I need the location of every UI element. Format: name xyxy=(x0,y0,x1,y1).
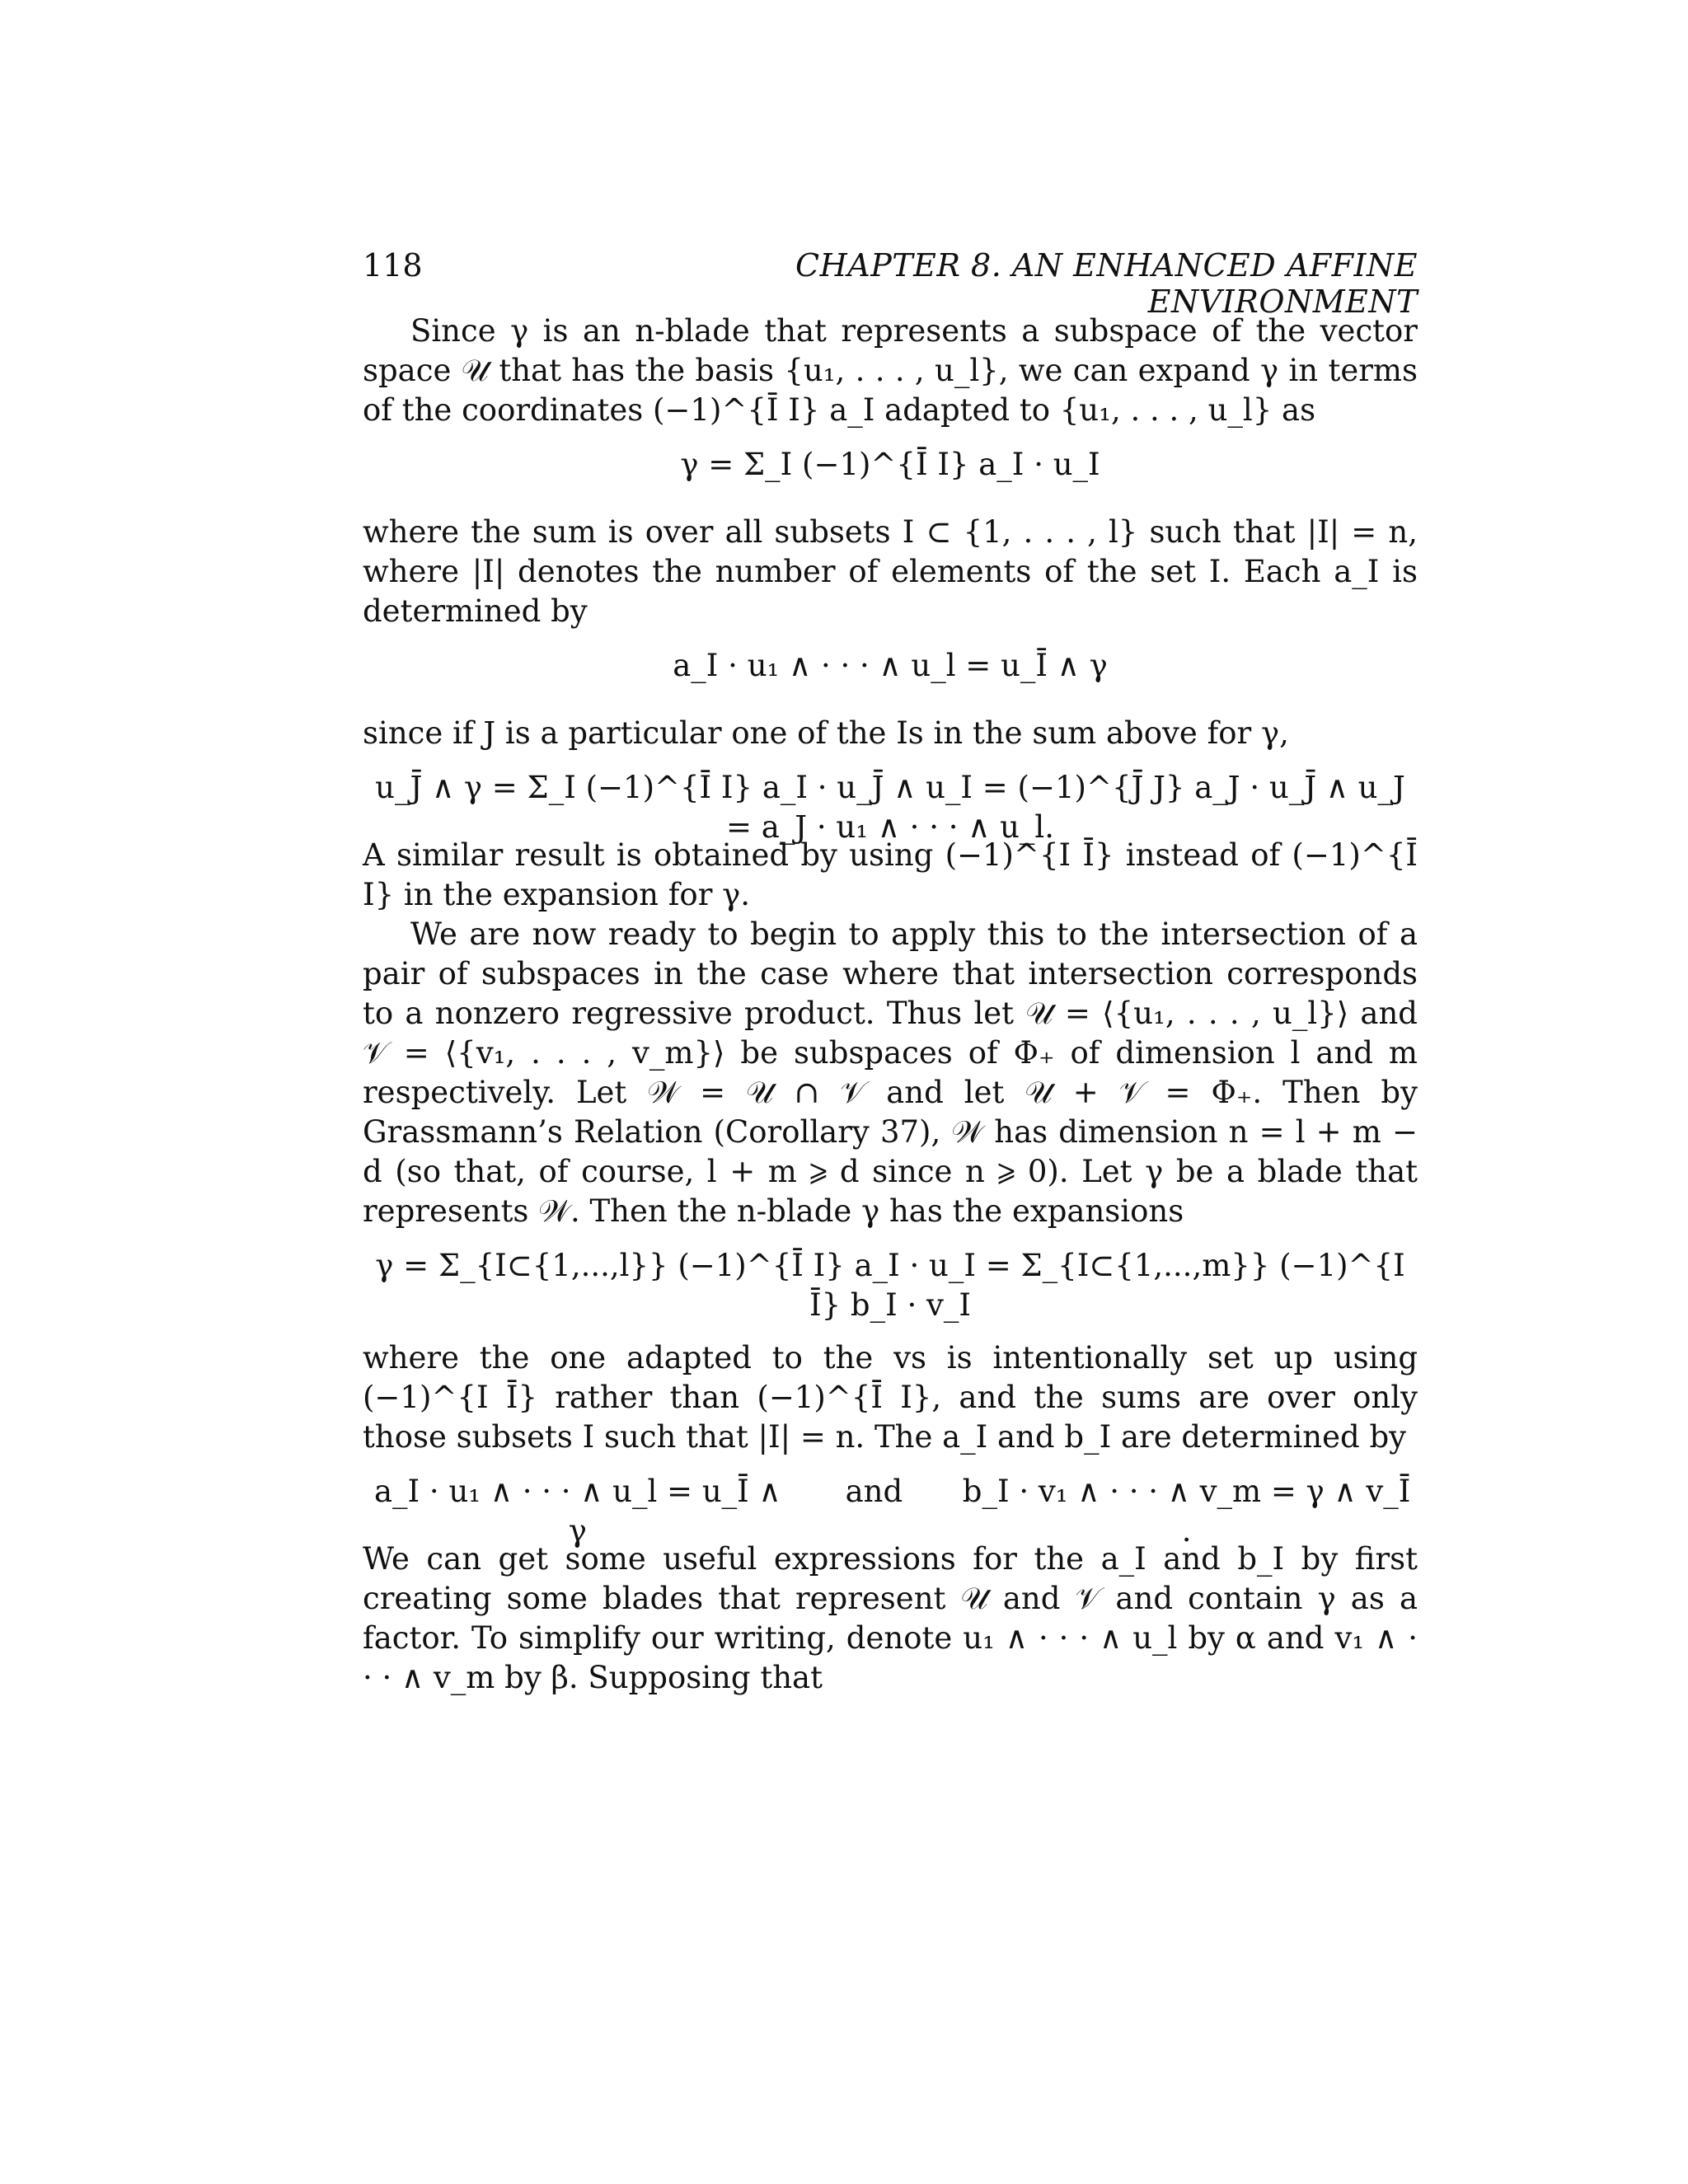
equation-4 xyxy=(363,1231,1418,1338)
equation-5-row xyxy=(363,1472,1418,1551)
paragraph-5: We are now ready to begin to apply this to the intersection of a pair of subspaces in the case where that intersection corresponds to a nonzero regressive product. Thus let 𝒰 = ⟨{u₁, . . . , u_l}⟩ and 𝒱 = ⟨{v₁, . . . , v_m}⟩ be subspaces of Φ₊ of dimension l and m respectively. Let 𝒲 = 𝒰 ∩ 𝒱 and let 𝒰 + 𝒱 = Φ₊. Then by Grassmann’s Relation (Corollary 37), 𝒲 has dimension n = l + m − d (so that, of course, l + m ⩾ d since n ⩾ 0). Let γ be a blade that represents 𝒲. Then the n-blade γ has the expansions xyxy=(363,916,1418,1229)
paragraph-4: A similar result is obtained by using (−1)^{I Ī} instead of (−1)^{Ī I} in the expansion for γ. xyxy=(363,837,1418,912)
equation-3 xyxy=(363,753,1418,845)
paragraph-6: where the one adapted to the vs is intentionally set up using (−1)^{I Ī} rather than (−1)^{Ī I}, and the sums are over only those subsets I such that |I| = n. The a_I and b_I are determined by xyxy=(363,1340,1418,1455)
equation-5 xyxy=(363,1457,1418,1549)
equation-2 xyxy=(363,631,1418,714)
page-number: 118 xyxy=(363,247,423,284)
paragraph-2: where the sum is over all subsets I ⊂ {1, . . . , l} such that |I| = n, where |I| denotes the number of elements of the set I. Each a_I is determined by xyxy=(363,514,1418,629)
equation-4-text: γ = Σ_{I⊂{1,...,l}} (−1)^{Ī I} a_I · u_I = Σ_{I⊂{1,...,m}} (−1)^{I Ī} b_I · v_I xyxy=(375,1248,1405,1323)
equation-2-text: a_I · u₁ ∧ · · · ∧ u_l = u_Ī ∧ γ xyxy=(673,648,1108,683)
page-header xyxy=(363,247,1418,320)
paragraph-1: Since γ is an n-blade that represents a subspace of the vector space 𝒰 that has the basis {u₁, . . . , u_l}, we can expand γ in terms of the coordinates (−1)^{Ī I} a_I adapted to {u₁, . . . , u_l} as xyxy=(363,313,1418,428)
equation-1-text: γ = Σ_I (−1)^{Ī I} a_I · u_I xyxy=(680,447,1100,482)
equation-5a: a_I · u₁ ∧ · · · ∧ u_l = u_Ī ∧ γ xyxy=(374,1474,781,1549)
equation-3-text: u_J̄ ∧ γ = Σ_I (−1)^{Ī I} a_I · u_J̄ ∧ u_I = (−1)^{J̄ J} a_J · u_J̄ ∧ u_J = a_J · u₁ ∧ · · · ∧ u_l. xyxy=(375,770,1405,845)
equation-1 xyxy=(363,430,1418,513)
equation-5-and: and xyxy=(845,1474,903,1509)
paragraph-7: We can get some useful expressions for the a_I and b_I by first creating some blades that represent 𝒰 and 𝒱 and contain γ as a factor. To simplify our writing, denote u₁ ∧ · · · ∧ u_l by α and v₁ ∧ · · · ∧ v_m by β. Supposing that xyxy=(363,1541,1418,1695)
paragraph-3: since if J is a particular one of the Is in the sum above for γ, xyxy=(363,715,1289,751)
page xyxy=(363,247,1418,1698)
equation-5b: b_I · v₁ ∧ · · · ∧ v_m = γ ∧ v_Ī . xyxy=(962,1474,1411,1549)
running-head: CHAPTER 8. AN ENHANCED AFFINE ENVIRONMENT xyxy=(795,247,1418,320)
